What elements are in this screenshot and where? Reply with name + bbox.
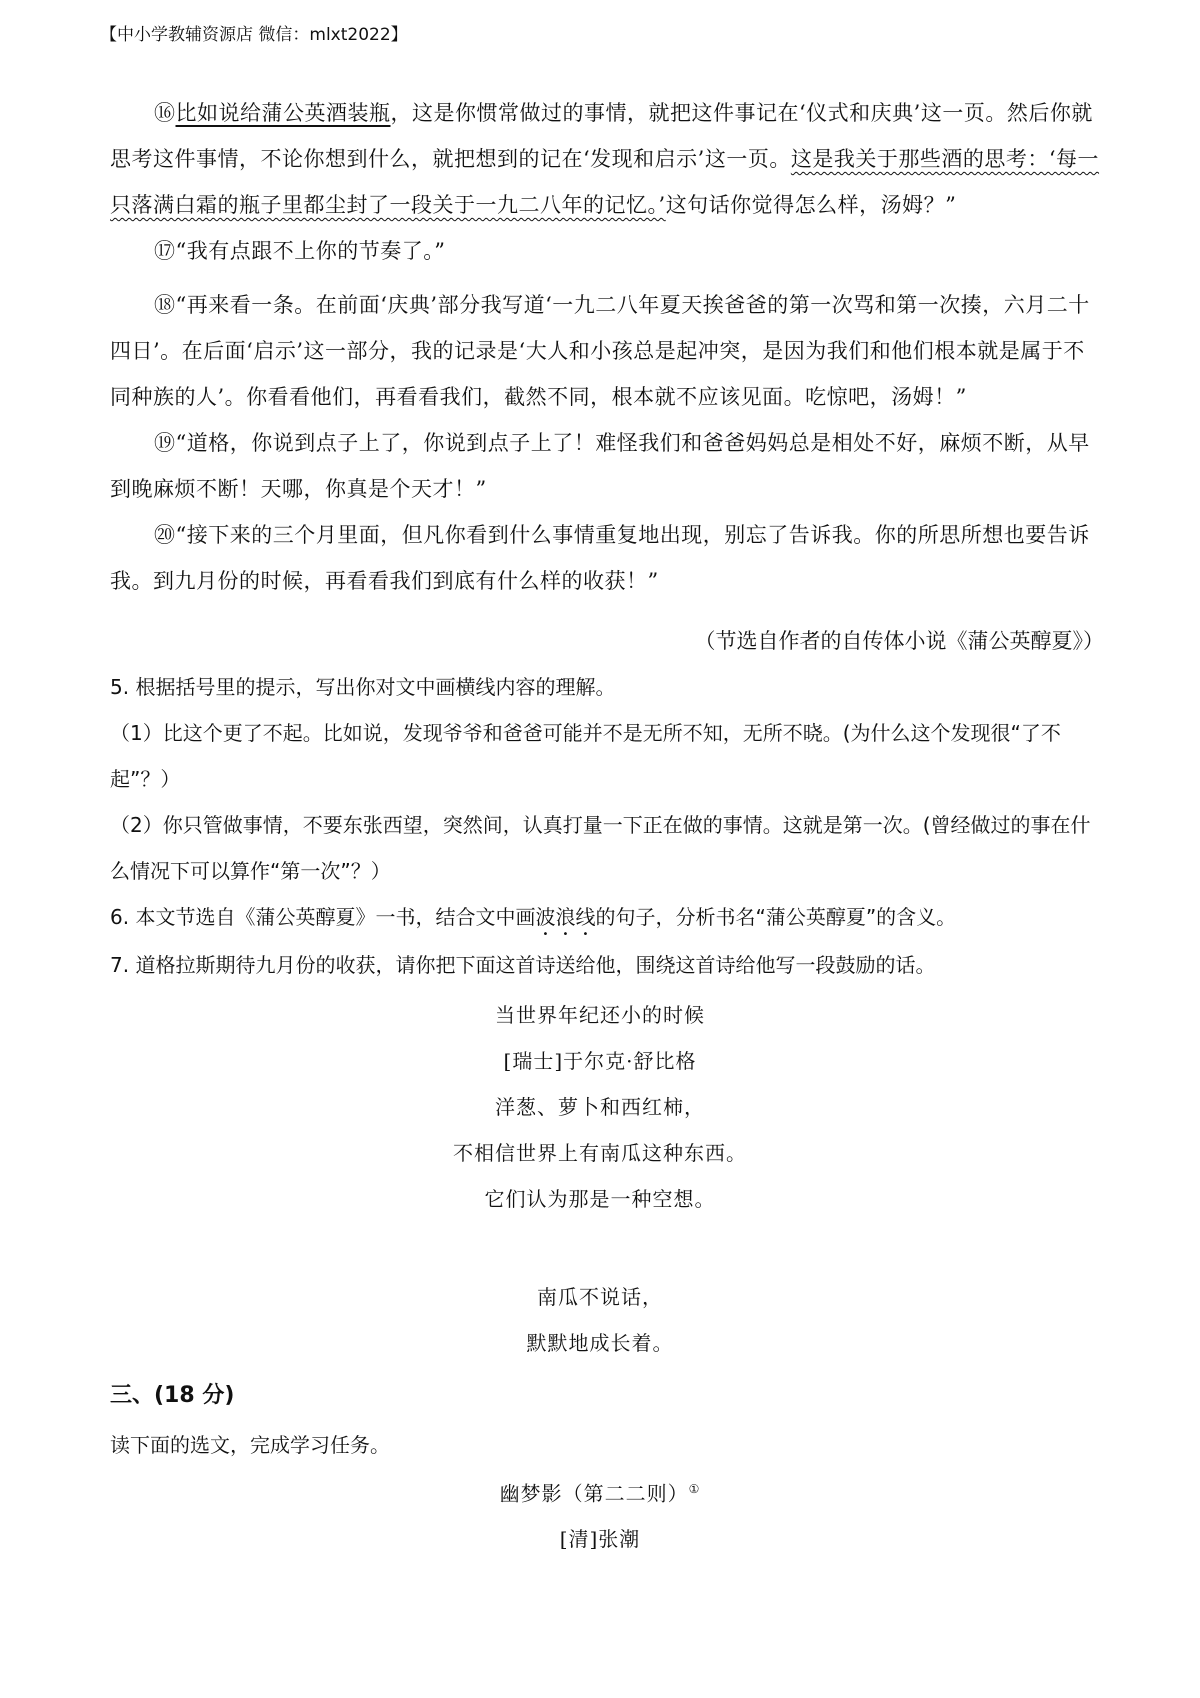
question-5-part-1: （1）比这个更了不起。比如说，发现爷爷和爸爸可能并不是无所不知，无所不晓。(为什么这个发现很“了不起”？） (110, 721, 1061, 791)
question-7: 7. 道格拉斯期待九月份的收获，请你把下面这首诗送给他，围绕这首诗给他写一段鼓励的话。 (110, 953, 936, 977)
question-5: 5. 根据括号里的提示，写出你对文中画横线内容的理解。 (110, 675, 616, 699)
paragraph-18: ⑱“再来看一条。在前面‘庆典’部分我写道‘一九二八年夏天挨爸爸的第一次骂和第一次揍，六月二十四日’。在后面‘启示’这一部分，我的记录是‘大人和小孩总是起冲突，是因为我们和他们根本就是属于不同种族的人’。你看看他们，再看看我们，截然不同，根本就不应该见面。吃惊吧，汤姆！” (110, 293, 1090, 409)
question-6-text: 6. 本文节选自《蒲公英醇夏》一书，结合文中画 (110, 905, 536, 929)
paragraph-number-16: ⑯ (154, 101, 176, 125)
reading-title-text: 幽梦影（第二二则） (499, 1481, 689, 1506)
paragraph-16-tail: 这句话你觉得怎么样，汤姆？” (665, 193, 957, 217)
reading-title (0, 1474, 1200, 1509)
poem-line: 南瓜不说话， (537, 1285, 663, 1309)
poem-line: 不相信世界上有南瓜这种东西。 (453, 1141, 747, 1165)
poem-line: 它们认为那是一种空想。 (484, 1187, 716, 1211)
question-6-tail: 的句子，分析书名“蒲公英醇夏”的含义。 (595, 905, 957, 929)
paragraph-20: ⑳“接下来的三个月里面，但凡你看到什么事情重复地出现，别忘了告诉我。你的所思所想也要告诉我。到九月份的时候，再看看我们到底有什么样的收获！” (110, 523, 1090, 593)
footnote-marker: ① (688, 1482, 701, 1496)
paragraph-17: ⑰“我有点跟不上你的节奏了。” (154, 239, 446, 263)
underlined-phrase: 比如说给蒲公英酒装瓶 (175, 101, 391, 125)
section-heading: 三、(18 分) (110, 1383, 235, 1408)
paragraph-19: ⑲“道格，你说到点子上了，你说到点子上了！难怪我们和爸爸妈妈总是相处不好，麻烦不断，从早到晚麻烦不断！天哪，你真是个天才！” (110, 431, 1090, 501)
wavy-underlined-sentence: 这是我关于那些酒的思考：‘每一只落满白霜的瓶子里都尘封了一段关于一九二八年的记忆。’ (110, 147, 1100, 217)
reading-author: [清]张潮 (559, 1527, 641, 1551)
question-6 (110, 894, 1100, 940)
poem-line: 默默地成长着。 (526, 1331, 674, 1355)
poem-title: 当世界年纪还小的时候 (495, 1003, 705, 1027)
poem-line: 洋葱、萝卜和西红柿， (495, 1095, 705, 1119)
emphasis-word: 波浪线 (535, 905, 596, 929)
source-note: （节选自作者的自传体小说《蒲公英醇夏》） (694, 629, 1104, 653)
poem-author: [瑞士]于尔克·舒比格 (503, 1049, 697, 1073)
section-instruction: 读下面的选文，完成学习任务。 (110, 1433, 390, 1457)
paragraph-16 (110, 90, 1100, 228)
paragraph-16-text: ，这是你惯常做过的事情，就把这件事记在‘仪式和庆典’这一页。然后你就思考这件事情，不论你想到什么，就把想到的记在‘发现和启示’这一页。 (110, 101, 1093, 171)
header-note: 【中小学教辅资源店 微信：mlxt2022】 (100, 25, 408, 45)
question-5-part-2: （2）你只管做事情，不要东张西望，突然间，认真打量一下正在做的事情。这就是第一次。(曾经做过的事在什么情况下可以算作“第一次”？） (110, 813, 1091, 883)
